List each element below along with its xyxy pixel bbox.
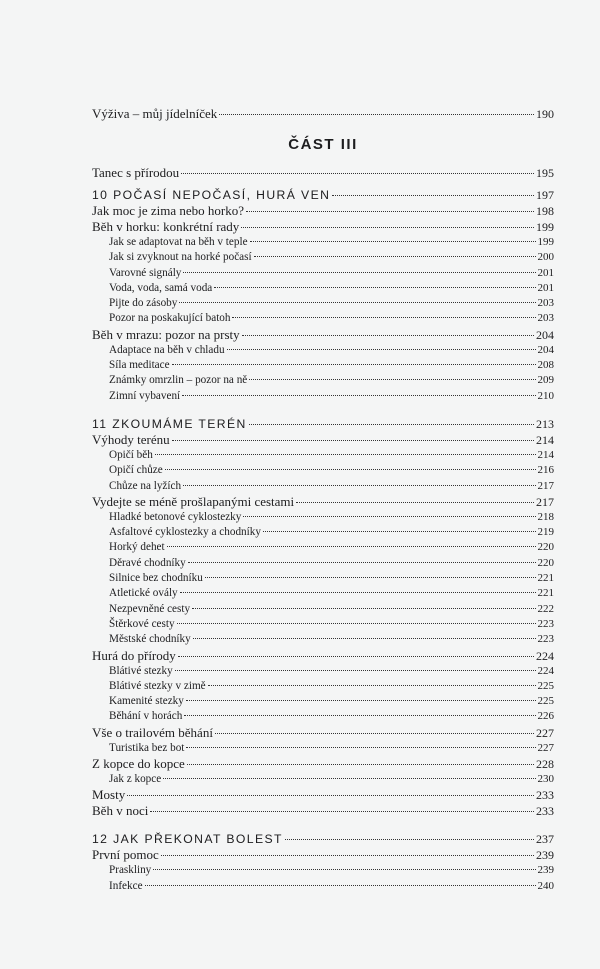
toc-entry [92,432,554,448]
toc-subentry [92,281,554,296]
dot-leader [249,424,534,425]
dot-leader [192,608,535,609]
toc-entry-label: Běhání v horách [109,710,183,723]
dot-leader [172,364,536,365]
dot-leader [183,485,535,486]
toc-subentry [92,463,554,478]
toc-subentry [92,235,554,250]
toc-entry [92,787,554,803]
toc-subentry [92,266,554,281]
toc-entry-label: Opičí chůze [109,464,163,477]
toc-entry [92,219,554,235]
toc-entry [92,327,554,343]
dot-leader [219,114,534,115]
toc-entry [92,725,554,741]
dot-leader [186,700,536,701]
toc-entry-label: Voda, voda, samá voda [109,281,213,294]
chapter-title [92,416,554,432]
toc-entry-label: Silnice bez chodníku [109,572,203,585]
toc-page-number: 226 [537,710,554,723]
toc-page-number: 210 [537,389,554,402]
toc-entry-label: Štěrkové cesty [109,617,175,630]
toc-entry-label: Pozor na poskakující batoh [109,312,231,325]
toc-entry-label: Asfaltové cyklostezky a chodníky [109,526,261,539]
toc-subentry [92,879,554,894]
toc-subentry [92,250,554,265]
dot-leader [243,516,535,517]
dot-leader [181,173,534,174]
toc-entry-label: Atletické ovály [109,587,178,600]
toc-entry-label: Městské chodníky [109,633,191,646]
dot-leader [145,885,536,886]
toc-page-number: 195 [536,166,554,180]
toc-subentry [92,694,554,709]
toc-entry-label: První pomoc [92,847,159,863]
toc-subentry [92,602,554,617]
toc-entry-label: Z kopce do kopce [92,756,185,772]
dot-leader [254,256,536,257]
dot-leader [332,195,534,196]
toc-subentry [92,632,554,647]
toc-entry-label: Turistika bez bot [109,741,185,754]
toc-subentry [92,709,554,724]
chapter-title-label: 10 POČASÍ NEPOČASÍ, HURÁ VEN [92,188,331,202]
toc-subentry [92,863,554,878]
toc-page-number: 213 [536,416,554,431]
toc-page-number: 198 [536,204,554,218]
toc-subentry [92,571,554,586]
toc-page-number: 223 [537,633,554,646]
dot-leader [186,747,535,748]
toc-page-number: 218 [537,510,554,523]
dot-leader [250,241,536,242]
dot-leader [180,592,536,593]
toc-entry-label: Běh v horku: konkrétní rady [92,219,240,234]
toc-entry-label: Chůze na lyžích [109,479,182,492]
toc-page-number: 239 [537,864,554,877]
toc-subentry [92,664,554,679]
dot-leader [182,395,535,396]
dot-leader [178,656,534,657]
chapter-title [92,831,554,847]
toc-entry-label: Jak z kopce [109,773,162,786]
dot-leader [205,577,536,578]
toc-subentry [92,510,554,525]
toc-page-number: 219 [537,526,554,539]
toc-entry [92,847,554,863]
toc-subentry [92,311,554,326]
dot-leader [183,272,535,273]
toc-page-number: 201 [537,266,554,279]
toc-entry-label: Jak moc je zima nebo horko? [92,203,244,218]
toc-entry-label: Výhody terénu [92,431,170,447]
toc-page-number: 220 [537,541,554,554]
dot-leader [242,335,534,336]
toc-entry-label: Horký dehet [109,541,165,554]
toc-entry [92,648,554,664]
dot-leader [165,469,536,470]
toc-page-number: 230 [537,773,554,786]
dot-leader [246,211,534,212]
toc-page-number: 233 [536,804,554,819]
dot-leader [187,764,534,765]
toc-page-number: 223 [537,617,554,630]
toc-page-number: 200 [537,251,554,264]
toc-subentry [92,586,554,601]
toc-entry-label: Síla meditace [109,359,170,372]
toc-page-number: 222 [537,602,554,615]
dot-leader [153,869,535,870]
dot-leader [150,811,534,812]
toc-page-number: 225 [537,679,554,692]
toc-entry-label: Vše o trailovém běhání [92,724,213,740]
toc-subentry [92,479,554,494]
toc-entry [92,494,554,510]
toc-entry-label: Jak se adaptovat na běh v teple [109,236,248,248]
toc-entry-label: Běh v mrazu: pozor na prsty [92,326,240,342]
dot-leader [214,287,535,288]
toc-page-number: 203 [537,297,554,310]
toc-page-number: 216 [537,464,554,477]
toc-page-number: 221 [537,572,554,585]
table-of-contents [92,106,554,894]
dot-leader [163,778,535,779]
dot-leader [127,795,534,796]
toc-subentry [92,343,554,358]
toc-page-number: 237 [536,832,554,847]
toc-subentry [92,556,554,571]
toc-page-number: 220 [537,556,554,569]
toc-entry-label: Vydejte se méně prošlapanými cestami [92,493,295,509]
dot-leader [155,454,536,455]
toc-entry [92,803,554,819]
toc-entry-label: Kamenité stezky [109,695,184,708]
dot-leader [241,227,534,228]
toc-page-number: 217 [536,494,554,509]
dot-leader [215,733,534,734]
toc-entry-label: Pijte do zásoby [109,297,178,310]
chapter-title [92,187,554,203]
toc-entry-label: Nezpevněné cesty [109,602,191,615]
toc-entry [92,106,554,122]
part-heading: ČÁST III [288,136,358,153]
dot-leader [249,379,535,380]
toc-entry-label: Blátivé stezky [109,664,173,677]
toc-subentry [92,448,554,463]
dot-leader [285,839,534,840]
toc-subentry [92,741,554,756]
toc-page-number: 214 [536,432,554,447]
toc-page-number: 203 [537,312,554,325]
toc-page-number: 227 [536,725,554,740]
toc-page-number: 204 [536,327,554,342]
toc-entry-label: Výživa – můj jídelníček [92,106,218,121]
dot-leader [175,670,536,671]
chapter-title-label: 12 JAK PŘEKONAT BOLEST [92,832,283,847]
toc-entry-label: Mosty [92,787,126,803]
toc-entry-label: Adaptace na běh v chladu [109,343,225,356]
toc-entry-label: Hurá do přírody [92,647,176,663]
toc-subentry [92,525,554,540]
toc-page-number: 199 [537,236,554,248]
toc-subentry [92,389,554,404]
dot-leader [296,502,534,503]
toc-subentry [92,679,554,694]
dot-leader [167,546,536,547]
toc-page-number: 190 [536,107,554,121]
toc-subentry [92,373,554,388]
toc-subentry [92,358,554,373]
toc-page-number: 197 [536,188,554,202]
toc-subentry [92,296,554,311]
dot-leader [193,638,536,639]
toc-entry-label: Varovné signály [109,266,182,279]
toc-page-number: 225 [537,695,554,708]
toc-entry-label: Běh v noci [92,803,149,819]
dot-leader [184,715,535,716]
toc-subentry [92,772,554,787]
toc-entry-label: Hladké betonové cyklostezky [109,510,242,523]
toc-entry-label: Tanec s přírodou [92,165,180,180]
dot-leader [227,349,536,350]
chapter-title-label: 11 ZKOUMÁME TERÉN [92,416,247,431]
toc-page-number: 233 [536,788,554,803]
dot-leader [188,562,536,563]
toc-entry-label: Zimní vybavení [109,389,181,402]
toc-subentry [92,617,554,632]
dot-leader [208,685,536,686]
dot-leader [172,440,534,441]
toc-page-number: 208 [537,359,554,372]
toc-entry-label: Známky omrzlin – pozor na ně [109,374,248,387]
toc-page-number: 228 [536,757,554,772]
dot-leader [263,531,536,532]
toc-page-number: 227 [537,741,554,754]
toc-page-number: 224 [537,664,554,677]
dot-leader [177,623,536,624]
toc-entry [92,203,554,219]
toc-page-number: 217 [537,479,554,492]
dot-leader [232,317,535,318]
toc-entry-label: Infekce [109,879,143,892]
toc-page-number: 239 [536,848,554,863]
toc-subentry [92,540,554,555]
toc-page-number: 240 [537,879,554,892]
toc-page-number: 214 [537,448,554,461]
toc-entry-label: Děravé chodníky [109,556,186,569]
toc-page-number: 204 [537,343,554,356]
toc-page-number: 221 [537,587,554,600]
dot-leader [161,855,534,856]
toc-page-number: 201 [537,281,554,294]
toc-entry [92,165,554,181]
toc-entry-label: Opičí běh [109,448,153,461]
toc-page-number: 209 [537,374,554,387]
dot-leader [179,302,535,303]
toc-page-number: 224 [536,648,554,663]
toc-entry-label: Blátivé stezky v zimě [109,679,206,692]
toc-page-number: 199 [536,220,554,234]
toc-entry-label: Praskliny [109,864,152,877]
toc-entry-label: Jak si zvyknout na horké počasí [109,251,252,264]
toc-entry [92,756,554,772]
